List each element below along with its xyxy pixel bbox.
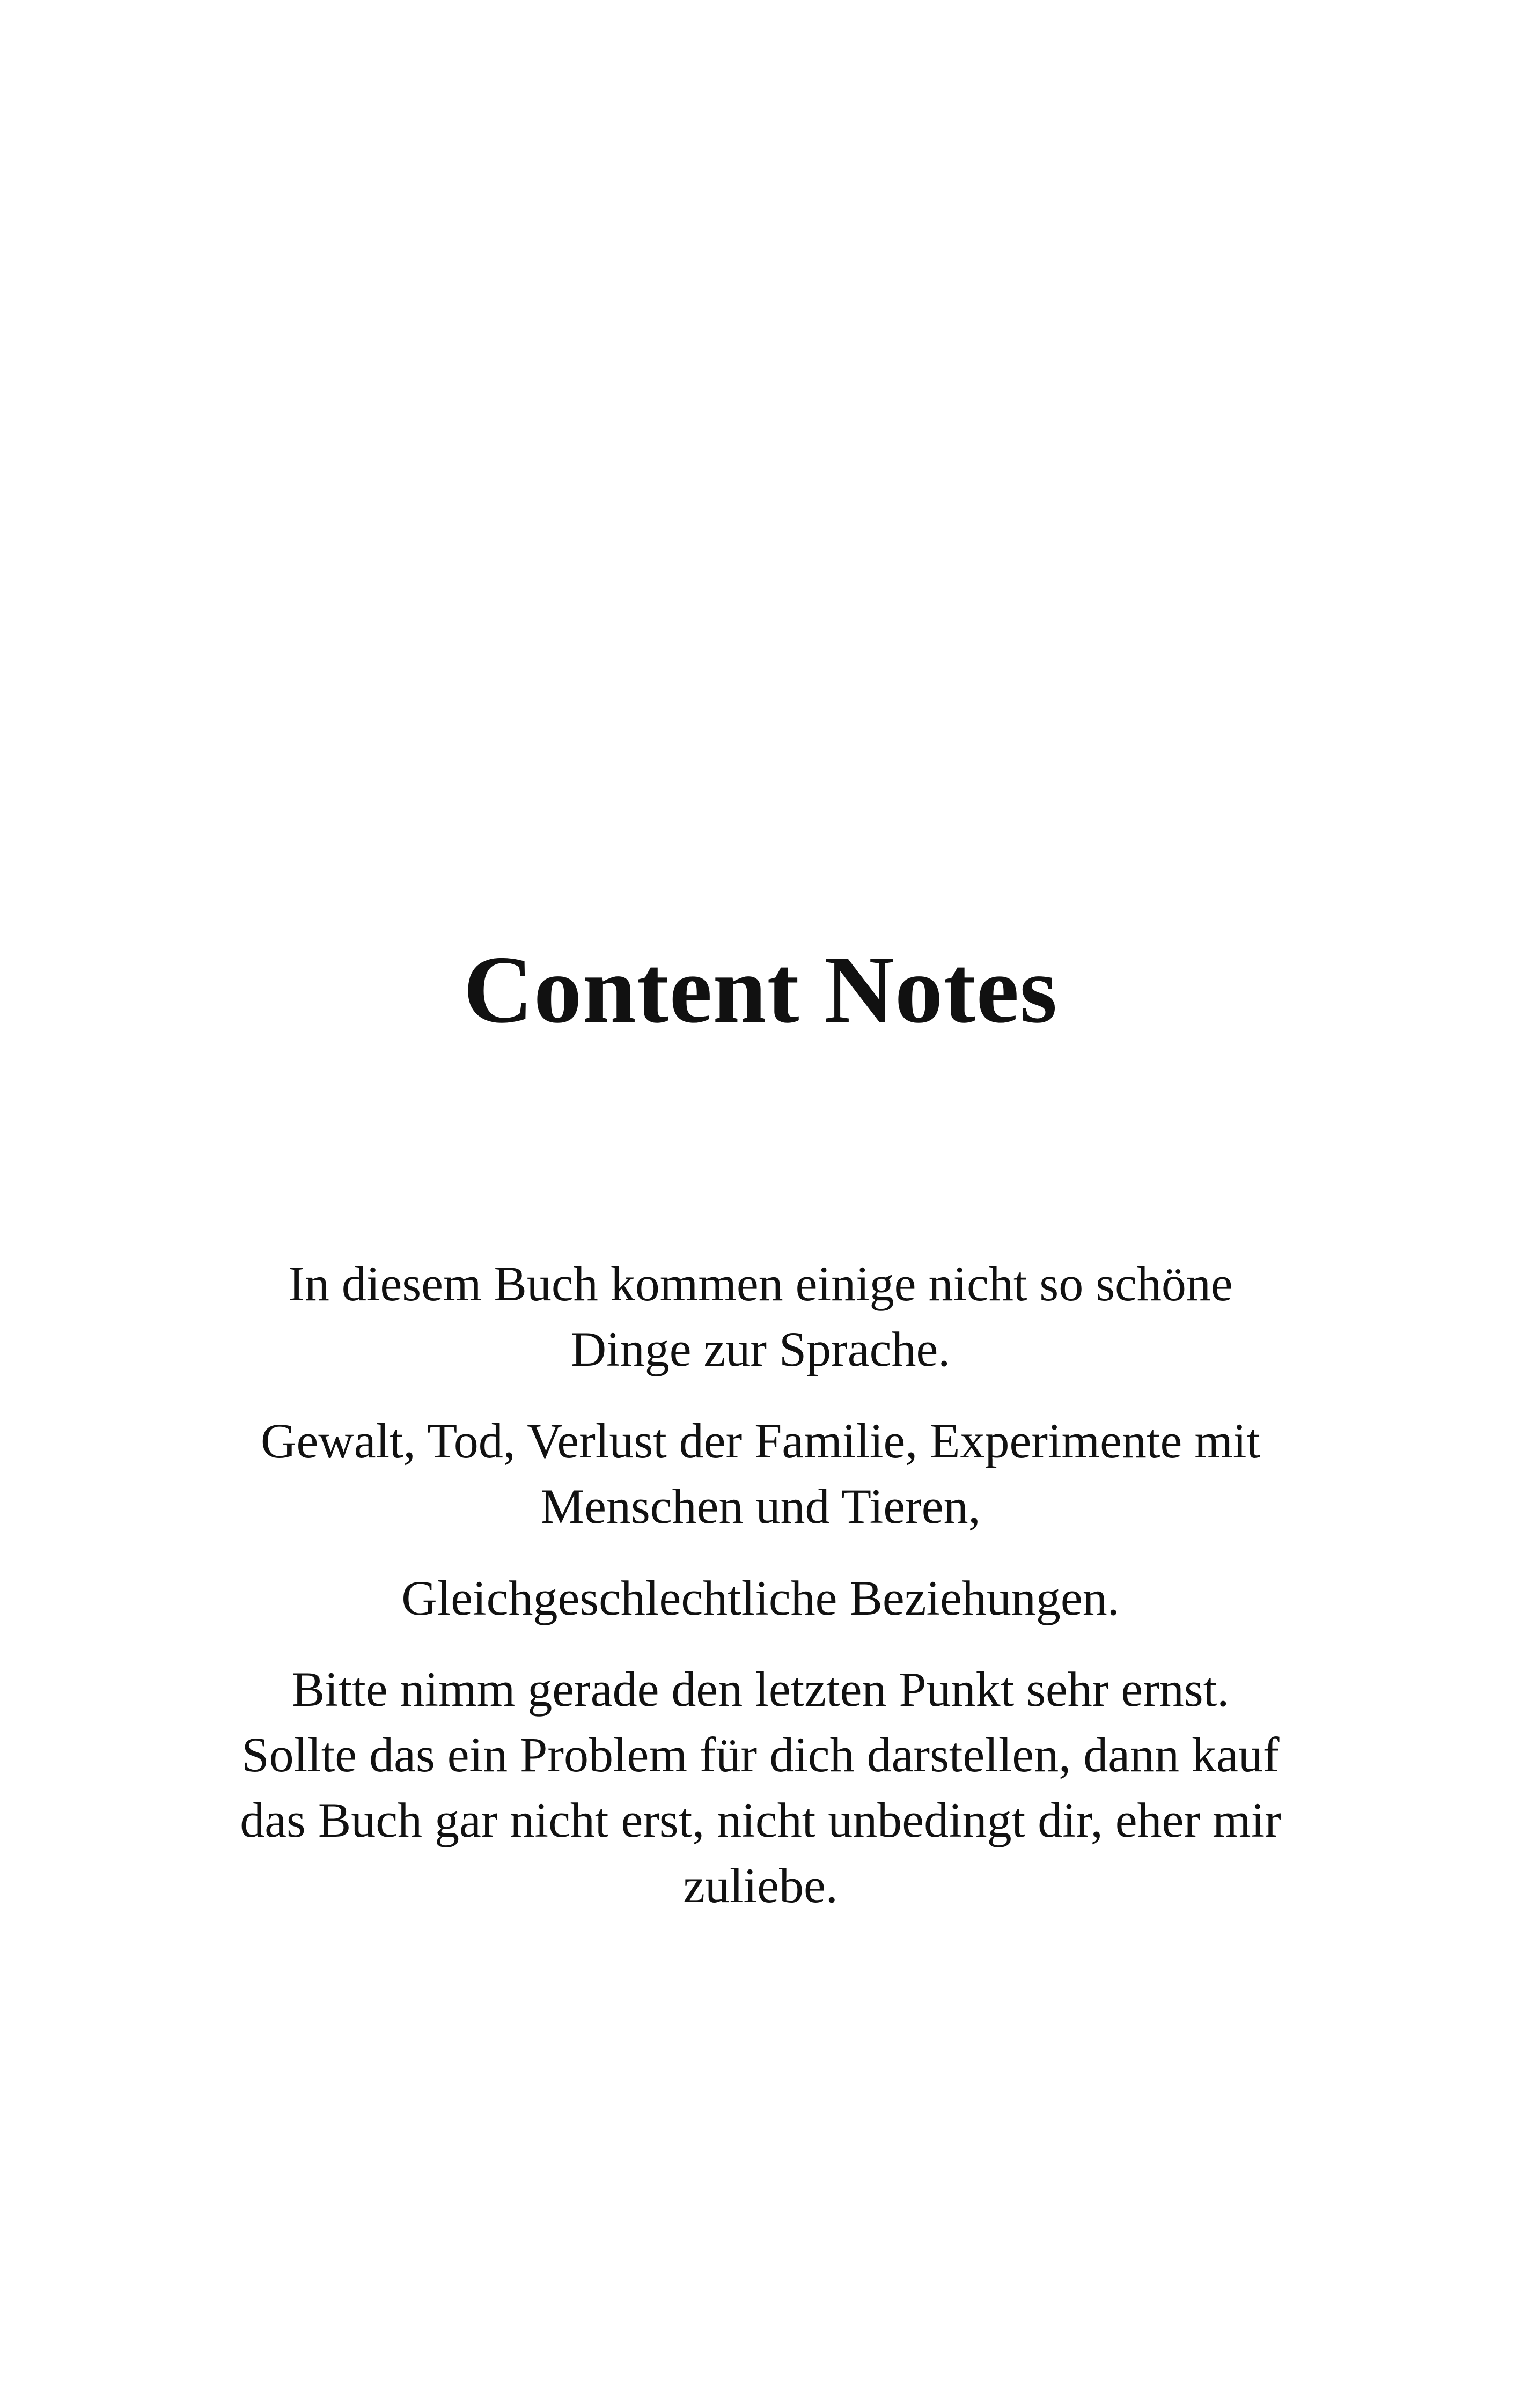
- content-note-relationships: [161, 1565, 1360, 1631]
- content-note-intro: [161, 1251, 1360, 1382]
- topics-line-2: Menschen und Tieren,: [540, 1479, 981, 1534]
- intro-line-1: In diesem Buch kommen einige nicht so schöne: [288, 1256, 1233, 1311]
- warning-line-3: das Buch gar nicht erst, nicht unbedingt dir, eher mir: [240, 1793, 1281, 1847]
- content-note-topics: [161, 1408, 1360, 1539]
- warning-line-1: Bitte nimm gerade den letzten Punkt sehr ernst.: [291, 1662, 1230, 1717]
- warning-line-2: Sollte das ein Problem für dich darstellen, dann kauf: [241, 1727, 1280, 1782]
- page-title: Content Notes: [463, 936, 1058, 1043]
- relationships-line-1: Gleichgeschlechtliche Beziehungen.: [401, 1571, 1120, 1625]
- warning-line-4: zuliebe.: [683, 1858, 838, 1913]
- topics-line-1: Gewalt, Tod, Verlust der Familie, Experimente mit: [261, 1413, 1260, 1468]
- intro-line-2: Dinge zur Sprache.: [570, 1322, 951, 1376]
- content-note-warning: [129, 1656, 1392, 1918]
